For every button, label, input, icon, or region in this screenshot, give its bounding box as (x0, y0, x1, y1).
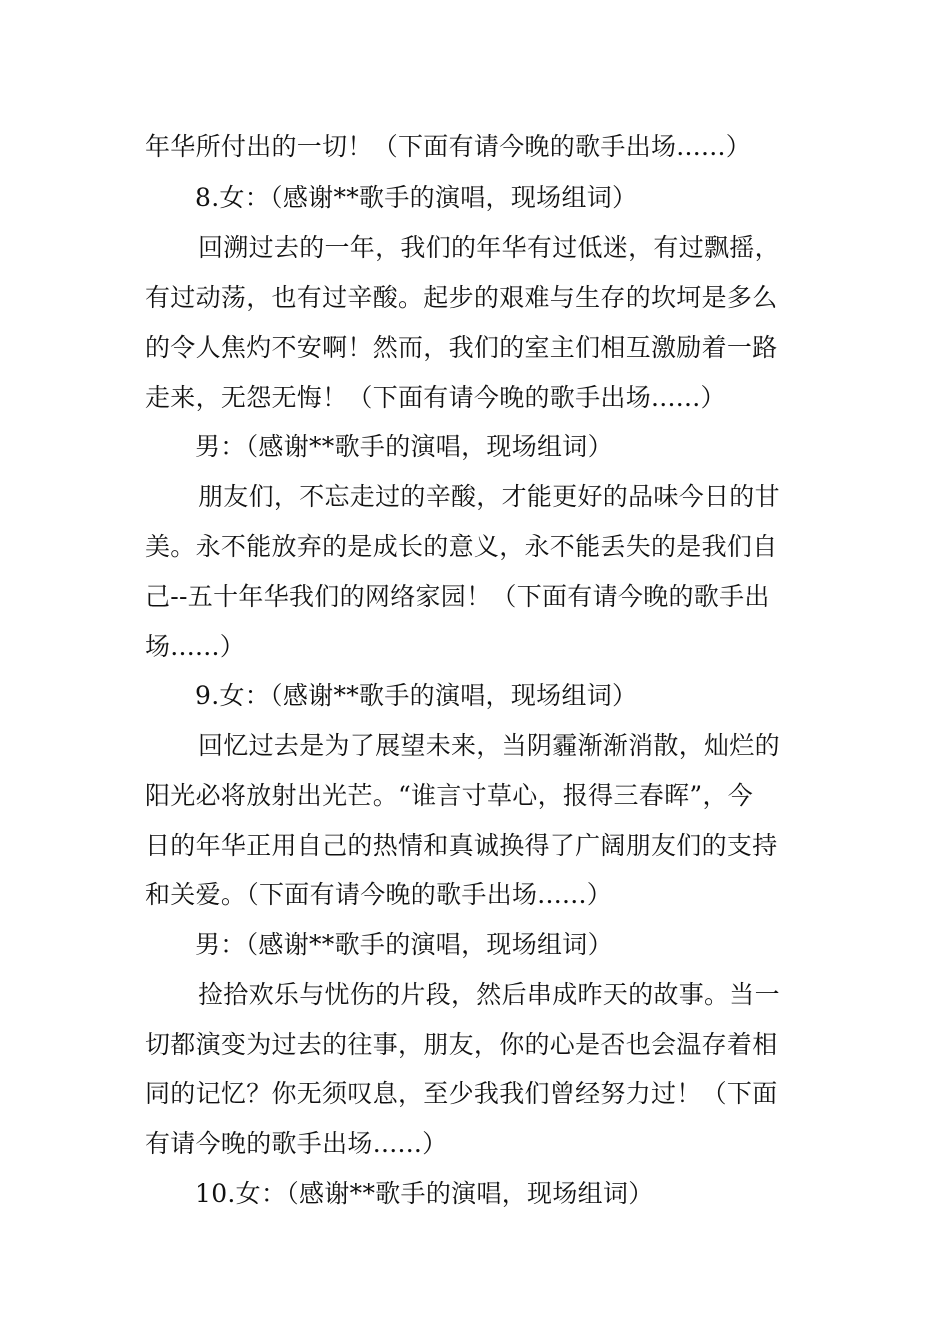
speaker-line: 男：（感谢**歌手的演唱，现场组词） (195, 930, 613, 959)
speaker-line: 8.女：（感谢**歌手的演唱，现场组词） (195, 183, 638, 212)
text-line: 捡拾欢乐与忧伤的片段，然后串成昨天的故事。当一 (198, 980, 780, 1009)
text-line: 年华所付出的一切！（下面有请今晚的歌手出场......） (145, 132, 752, 161)
text-line: 朋友们，不忘走过的辛酸，才能更好的品味今日的甘 (198, 482, 780, 511)
speaker-line: 10.女：（感谢**歌手的演唱，现场组词） (195, 1179, 654, 1208)
text-line: 走来，无怨无悔！（下面有请今晚的歌手出场......） (145, 383, 726, 412)
text-line: 切都演变为过去的往事，朋友，你的心是否也会温存着相 (145, 1030, 778, 1059)
speaker-line: 男：（感谢**歌手的演唱，现场组词） (195, 432, 613, 461)
text-line: 有请今晚的歌手出场......） (145, 1129, 448, 1158)
text-line: 和关爱。（下面有请今晚的歌手出场......） (145, 880, 613, 909)
text-line: 有过动荡，也有过辛酸。起步的艰难与生存的坎坷是多么 (145, 283, 778, 312)
text-line: 回溯过去的一年，我们的年华有过低迷，有过飘摇， (198, 233, 780, 262)
text-line: 回忆过去是为了展望未来，当阴霾渐渐消散，灿烂的 (198, 731, 780, 760)
text-line: 场......） (145, 632, 246, 661)
text-line: 己--五十年华我们的网络家园！（下面有请今晚的歌手出 (145, 582, 770, 611)
text-line: 美。永不能放弃的是成长的意义，永不能丢失的是我们自 (145, 532, 778, 561)
text-line: 日的年华正用自己的热情和真诚换得了广阔朋友们的支持 (145, 831, 778, 860)
speaker-line: 9.女：（感谢**歌手的演唱，现场组词） (195, 681, 638, 710)
text-line: 的令人焦灼不安啊！然而，我们的室主们相互激励着一路 (145, 333, 778, 362)
text-line: 阳光必将放射出光芒。“谁言寸草心，报得三春晖”，今 (145, 781, 754, 810)
text-line: 同的记忆？你无须叹息，至少我我们曾经努力过！（下面 (145, 1079, 778, 1108)
